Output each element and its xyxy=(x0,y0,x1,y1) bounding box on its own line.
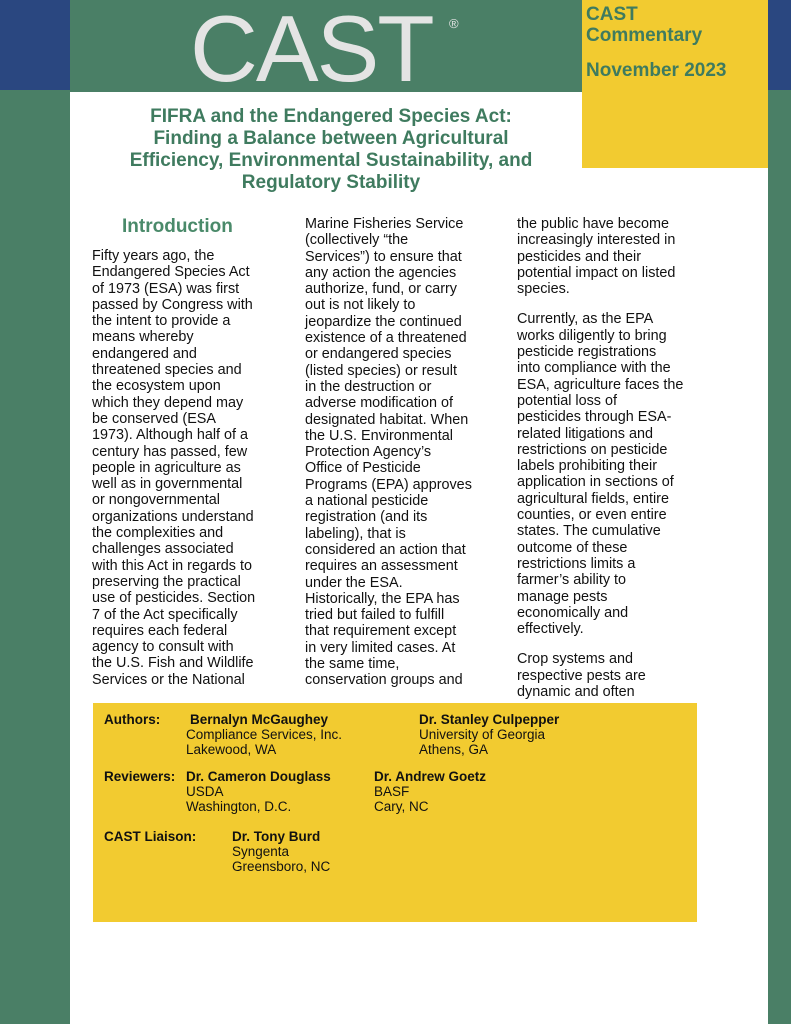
text-line: (listed species) or result xyxy=(305,362,457,379)
text-line: economically and xyxy=(517,604,629,621)
text-line: Crop systems and xyxy=(517,651,633,668)
text-line: tried but failed to fulfill xyxy=(305,607,445,624)
text-line: organizations understand xyxy=(92,508,254,525)
text-line: increasingly interested in xyxy=(517,232,676,249)
header-blue-block-left xyxy=(0,0,70,90)
text-line: the U.S. Fish and Wildlife xyxy=(92,655,254,672)
text-line: works diligently to bring xyxy=(517,327,667,344)
text-line: potential impact on listed xyxy=(517,264,676,281)
text-line: century has passed, few xyxy=(92,443,248,460)
body-column-3 xyxy=(517,216,683,700)
text-line: Historically, the EPA has xyxy=(305,590,460,607)
text-line: Marine Fisheries Service xyxy=(305,216,464,232)
body-column-2 xyxy=(305,216,472,689)
text-line: Protection Agency’s xyxy=(305,444,432,461)
publication-date: November 2023 xyxy=(586,60,727,81)
text-line: agency to consult with xyxy=(92,639,234,656)
text-line: conservation groups and xyxy=(305,672,463,689)
text-line: pesticide registrations xyxy=(517,344,657,361)
text-line: jeopardize the continued xyxy=(305,313,462,330)
reviewer-1-name: Dr. Cameron Douglass xyxy=(186,769,331,784)
text-line: Services or the National xyxy=(92,671,245,688)
text-line: effectively. xyxy=(517,621,584,638)
liaison-name: Dr. Tony Burd xyxy=(232,829,321,844)
text-line: the U.S. Environmental xyxy=(305,427,453,444)
text-line: in very limited cases. At xyxy=(305,639,456,656)
author-1-name: Bernalyn McGaughey xyxy=(190,712,329,727)
author-1-location: Lakewood, WA xyxy=(186,742,277,757)
text-line: challenges associated xyxy=(92,541,234,558)
text-line: into compliance with the xyxy=(517,360,671,377)
text-line: the ecosystem upon xyxy=(92,378,221,395)
text-line: Fifty years ago, the xyxy=(92,248,215,264)
text-line: Services”) to ensure that xyxy=(305,248,462,265)
text-line: (collectively “the xyxy=(305,232,409,249)
author-2-org: University of Georgia xyxy=(419,727,546,742)
reviewer-1-org: USDA xyxy=(186,784,224,799)
title-line: Finding a Balance between Agricultural xyxy=(153,128,509,149)
registered-mark: ® xyxy=(449,16,459,31)
series-label: CAST Commentary xyxy=(586,4,703,46)
text-line: potential loss of xyxy=(517,392,617,409)
text-line: farmer’s ability to xyxy=(517,572,627,589)
text-line: Endangered Species Act xyxy=(92,264,250,281)
credits-box xyxy=(93,703,697,922)
text-line: preserving the practical xyxy=(92,573,241,590)
text-line: Programs (EPA) approves xyxy=(305,476,472,493)
text-line: labels prohibiting their xyxy=(517,458,657,475)
text-line: threatened species and xyxy=(92,362,242,379)
right-green-border xyxy=(768,90,791,1024)
author-1-org: Compliance Services, Inc. xyxy=(186,727,343,742)
text-line: registration (and its xyxy=(305,509,428,526)
text-line: 7 of the Act specifically xyxy=(92,606,238,623)
reviewer-1-location: Washington, D.C. xyxy=(186,799,292,814)
document-title xyxy=(92,106,570,194)
text-line: which they depend may xyxy=(92,394,244,411)
text-line: restrictions on pesticide xyxy=(517,441,668,458)
reviewer-2-org: BASF xyxy=(374,784,410,799)
text-line: pesticides through ESA- xyxy=(517,409,672,426)
text-line: out is not likely to xyxy=(305,297,416,314)
text-line: or nongovernmental xyxy=(92,492,220,509)
text-line: well as in governmental xyxy=(92,476,243,493)
body-column-1 xyxy=(92,248,255,688)
text-line: application in sections of xyxy=(517,474,674,491)
text-line: Currently, as the EPA xyxy=(517,311,654,328)
paragraph-gap xyxy=(517,297,683,311)
text-line: of 1973 (ESA) was first xyxy=(92,280,240,297)
text-line: with this Act in regards to xyxy=(92,557,252,574)
text-line: passed by Congress with xyxy=(92,296,253,313)
text-line: the public have become xyxy=(517,216,670,232)
text-line: manage pests xyxy=(517,588,608,605)
text-line: in the destruction or xyxy=(305,378,432,395)
text-line: ESA, agriculture faces the xyxy=(517,376,684,393)
reviewers-label: Reviewers: xyxy=(104,769,176,784)
text-line: dynamic and often xyxy=(517,684,635,701)
liaison-org: Syngenta xyxy=(232,844,290,859)
text-line: a national pesticide xyxy=(305,493,429,510)
text-line: endangered and xyxy=(92,345,197,362)
text-line: requires each federal xyxy=(92,622,228,639)
text-line: agricultural fields, entire xyxy=(517,490,669,507)
text-line: pesticides and their xyxy=(517,248,641,265)
text-line: people in agriculture as xyxy=(92,459,241,476)
text-line: be conserved (ESA xyxy=(92,410,216,427)
text-line: existence of a threatened xyxy=(305,330,467,347)
text-line: labeling), that is xyxy=(305,525,406,542)
text-line: related litigations and xyxy=(517,425,654,442)
text-line: requires an assessment xyxy=(305,558,458,575)
text-line: adverse modification of xyxy=(305,395,453,412)
author-2-location: Athens, GA xyxy=(419,742,489,757)
text-line: any action the agencies xyxy=(305,264,457,281)
reviewer-2-location: Cary, NC xyxy=(374,799,429,814)
text-line: designated habitat. When xyxy=(305,411,469,428)
title-line: Efficiency, Environmental Sustainability, and xyxy=(129,150,533,171)
paragraph-gap xyxy=(517,637,683,651)
author-2-name: Dr. Stanley Culpepper xyxy=(419,712,560,727)
text-line: that requirement except xyxy=(305,623,457,640)
text-line: authorize, fund, or carry xyxy=(305,281,457,298)
liaison-location: Greensboro, NC xyxy=(232,859,331,874)
title-line: Regulatory Stability xyxy=(241,172,421,193)
text-line: species. xyxy=(517,281,570,298)
text-line: use of pesticides. Section xyxy=(92,590,256,607)
text-line: the same time, xyxy=(305,656,400,673)
liaison-label: CAST Liaison: xyxy=(104,829,197,844)
text-line: or endangered species xyxy=(305,346,452,363)
authors-label: Authors: xyxy=(104,712,161,727)
left-green-border xyxy=(0,90,70,1024)
text-line: counties, or even entire xyxy=(517,507,667,524)
reviewer-2-name: Dr. Andrew Goetz xyxy=(374,769,487,784)
text-line: respective pests are xyxy=(517,667,646,684)
text-line: 1973). Although half of a xyxy=(92,427,249,444)
text-line: considered an action that xyxy=(305,541,466,558)
text-line: the intent to provide a xyxy=(92,313,231,330)
section-heading-introduction: Introduction xyxy=(122,216,233,237)
text-line: means whereby xyxy=(92,329,194,346)
text-line: outcome of these xyxy=(517,539,628,556)
text-line: the complexities and xyxy=(92,525,224,542)
text-line: states. The cumulative xyxy=(517,523,661,540)
header-blue-block-right xyxy=(768,0,791,90)
text-line: Office of Pesticide xyxy=(305,460,421,477)
title-line: FIFRA and the Endangered Species Act: xyxy=(150,106,512,127)
cast-logo: CAST xyxy=(190,0,433,101)
text-line: under the ESA. xyxy=(305,574,403,591)
text-line: restrictions limits a xyxy=(517,555,636,572)
